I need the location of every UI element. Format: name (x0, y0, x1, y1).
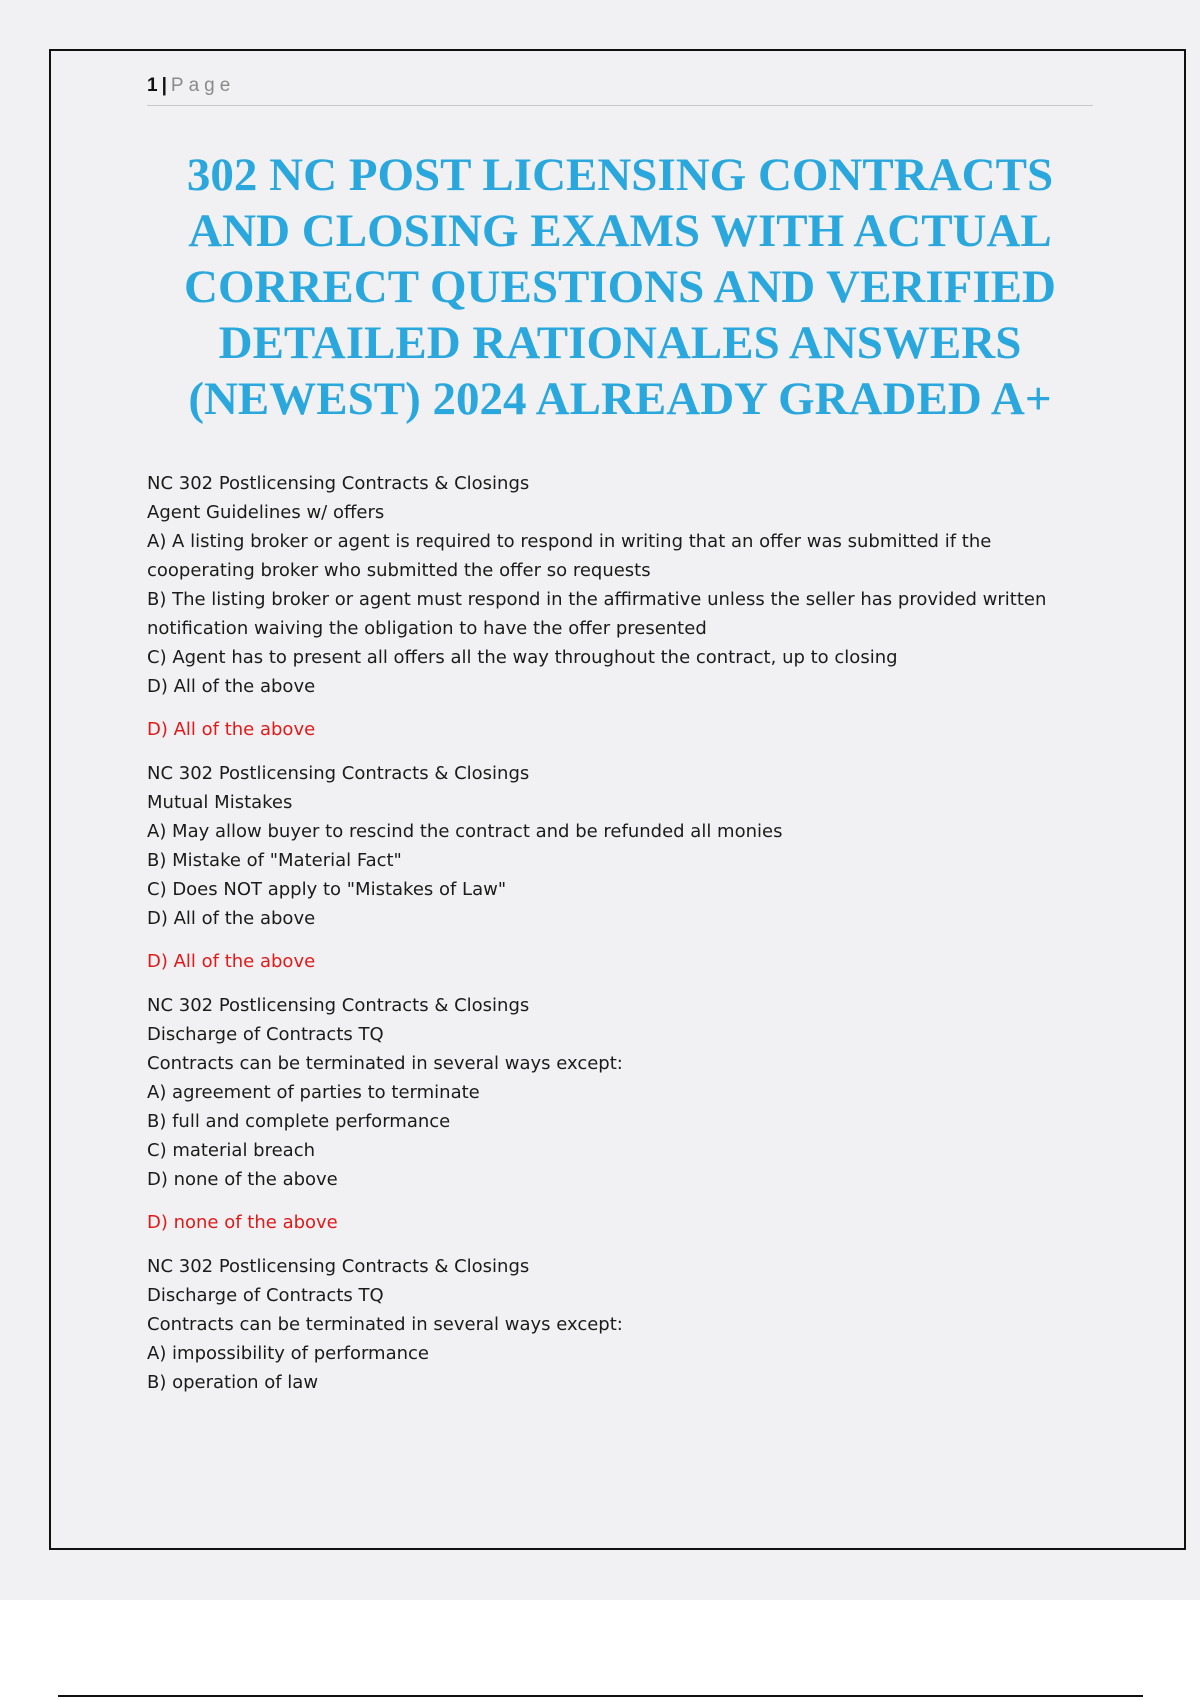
page-divider (58, 1695, 1143, 1697)
question-course: NC 302 Postlicensing Contracts & Closings (147, 995, 530, 1016)
question-option: D) none of the above (147, 1169, 338, 1190)
question-option: C) Does NOT apply to "Mistakes of Law" (147, 879, 507, 900)
question-topic: Agent Guidelines w/ offers (147, 502, 385, 523)
question-topic: Discharge of Contracts TQ (147, 1024, 384, 1045)
page-label: Page (170, 75, 236, 96)
question-topic: Discharge of Contracts TQ (147, 1285, 384, 1306)
question-answer: D) All of the above (147, 719, 316, 740)
question-block (147, 1252, 1093, 1397)
question-option: A) May allow buyer to rescind the contract and be refunded all monies (147, 821, 783, 842)
document-title: 302 NC POST LICENSING CONTRACTS AND CLOSING EXAMS WITH ACTUAL CORRECT QUESTIONS AND VERIFIED DETAILED RATIONALES ANSWERS (NEWEST) 2024 ALREADY GRADED A+ (184, 149, 1056, 425)
question-option: B) The listing broker or agent must respond in the affirmative unless the seller has provided written notification waiving the obligation to have the offer presented (147, 589, 1047, 639)
question-answer: D) none of the above (147, 1212, 338, 1233)
question-course: NC 302 Postlicensing Contracts & Closings (147, 473, 530, 494)
question-answer: D) All of the above (147, 951, 316, 972)
question-option: D) All of the above (147, 676, 316, 697)
question-block (147, 759, 1093, 976)
question-option: A) agreement of parties to terminate (147, 1082, 480, 1103)
question-block (147, 991, 1093, 1237)
question-prompt: Contracts can be terminated in several ways except: (147, 1053, 623, 1074)
document-page (49, 49, 1186, 1550)
question-option: C) Agent has to present all offers all the way throughout the contract, up to closing (147, 647, 898, 668)
page-header (147, 75, 1093, 106)
question-topic: Mutual Mistakes (147, 792, 293, 813)
question-option: A) impossibility of performance (147, 1343, 429, 1364)
question-option: D) All of the above (147, 908, 316, 929)
question-prompt: Contracts can be terminated in several ways except: (147, 1314, 623, 1335)
question-option: A) A listing broker or agent is required to respond in writing that an offer was submitted if the cooperating broker who submitted the offer so requests (147, 531, 992, 581)
next-page-area (0, 1600, 1200, 1700)
question-option: B) full and complete performance (147, 1111, 451, 1132)
question-list (147, 469, 1093, 1397)
page-separator: | (161, 75, 167, 96)
question-option: B) Mistake of "Material Fact" (147, 850, 402, 871)
question-course: NC 302 Postlicensing Contracts & Closings (147, 763, 530, 784)
question-course: NC 302 Postlicensing Contracts & Closings (147, 1256, 530, 1277)
page-number: 1 (147, 75, 158, 96)
question-option: B) operation of law (147, 1372, 319, 1393)
question-option: C) material breach (147, 1140, 316, 1161)
question-block (147, 469, 1093, 744)
